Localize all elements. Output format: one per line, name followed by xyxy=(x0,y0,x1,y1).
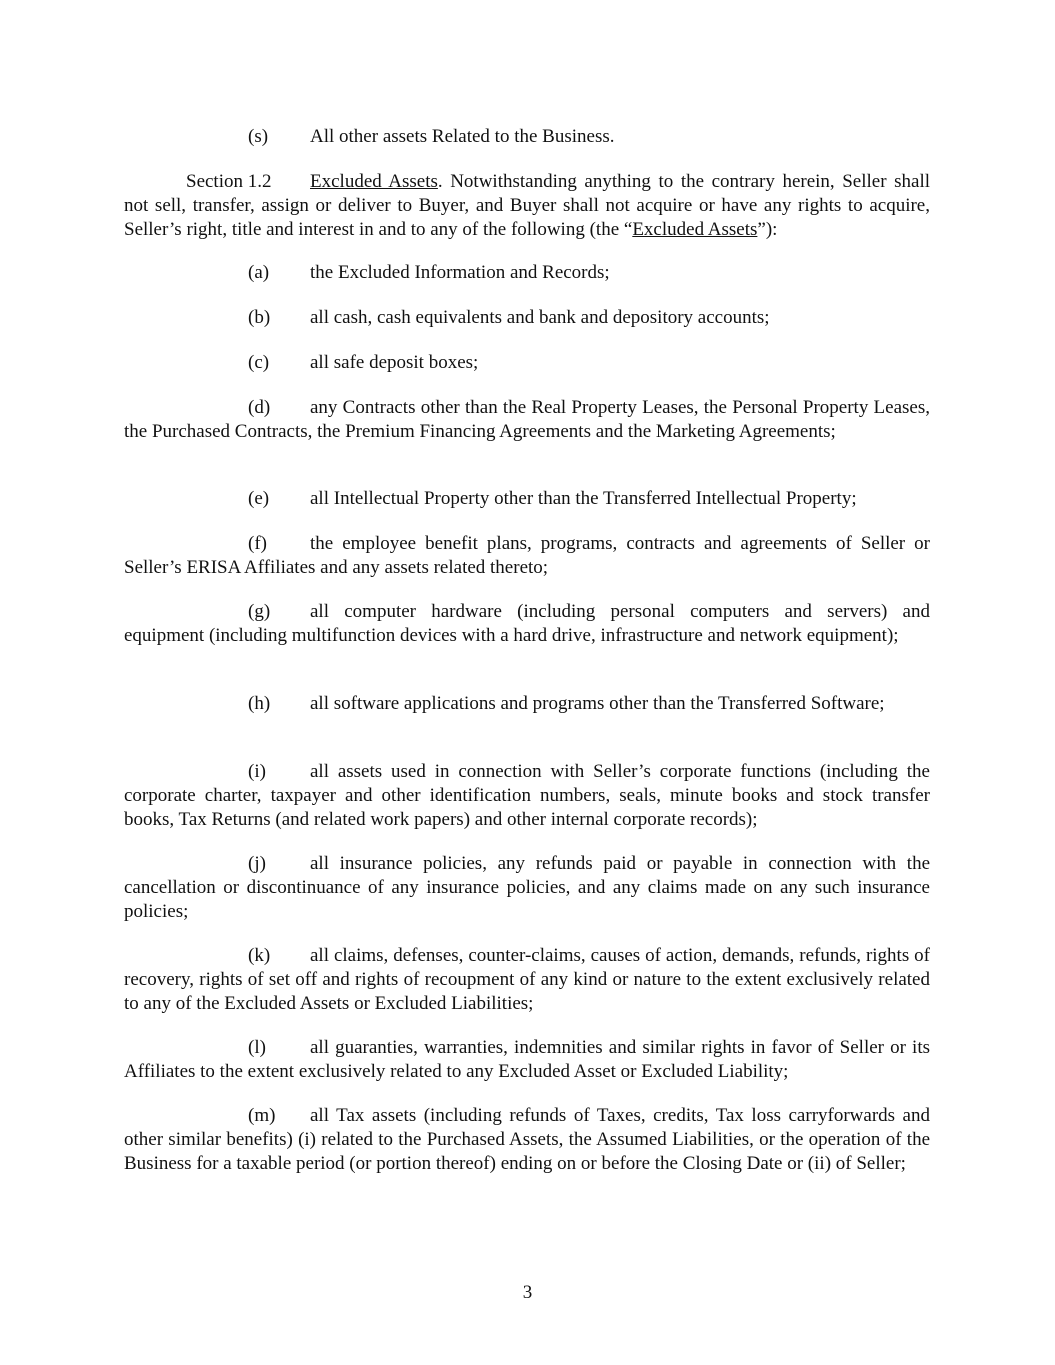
item-label: (c) xyxy=(248,352,270,373)
item-text: all computer hardware (including personal computers and servers) and equipment (including multifunction devices with a hard drive, infrastructure and network equipment); xyxy=(124,601,930,646)
item-label: (d) xyxy=(248,397,271,418)
item-s xyxy=(248,125,614,149)
item-text: all claims, defenses, counter-claims, causes of action, demands, refunds, rights of recovery, rights of set off and rights of recoupment of any kind or nature to the extent exclusively related to any of the Excluded Assets or Excluded Liabilities; xyxy=(124,945,930,1014)
item-f xyxy=(124,532,930,580)
item-text: all cash, cash equivalents and bank and depository accounts; xyxy=(310,307,770,328)
defined-term: Excluded Assets xyxy=(632,219,758,240)
item-label: (l) xyxy=(248,1037,266,1058)
item-label: (a) xyxy=(248,262,270,283)
item-d xyxy=(124,396,930,444)
item-b xyxy=(248,306,770,330)
item-a xyxy=(248,261,610,285)
item-label: (i) xyxy=(248,761,266,782)
item-c xyxy=(248,351,478,375)
item-g xyxy=(124,600,930,648)
item-text: the Excluded Information and Records; xyxy=(310,262,610,283)
item-label: (j) xyxy=(248,853,266,874)
item-label: (e) xyxy=(248,488,270,509)
item-label: (b) xyxy=(248,307,271,328)
item-text: all safe deposit boxes; xyxy=(310,352,479,373)
item-text: All other assets Related to the Business. xyxy=(310,126,615,147)
item-e xyxy=(248,487,857,511)
page-number: 3 xyxy=(522,1282,533,1303)
section-text-a: . Notwithstanding anything to the contrary herein, Seller shall not sell, transfer, assign or deliver to Buyer, and Buyer shall not acquire or have any rights to acquire, Seller’s right, title and interest in and to any of the following (the “ xyxy=(124,171,930,240)
item-label: (k) xyxy=(248,945,271,966)
section-text-b: ”): xyxy=(757,219,778,240)
item-text: all assets used in connection with Seller’s corporate functions (including the corporate charter, taxpayer and other identification numbers, seals, minute books and stock transfer books, Tax Returns (and related work papers) and other internal corporate records); xyxy=(124,761,930,830)
item-text: all insurance policies, any refunds paid or payable in connection with the cancellation or discontinuance of any insurance policies, and any claims made on any such insurance policies; xyxy=(124,853,930,922)
item-text: all guaranties, warranties, indemnities and similar rights in favor of Seller or its Affiliates to the extent exclusively related to any Excluded Asset or Excluded Liability; xyxy=(124,1037,930,1082)
item-label: (g) xyxy=(248,601,271,622)
item-text: the employee benefit plans, programs, contracts and agreements of Seller or Seller’s ERISA Affiliates and any assets related thereto; xyxy=(124,533,930,578)
item-l xyxy=(124,1036,930,1084)
item-i xyxy=(124,760,930,832)
item-label: (h) xyxy=(248,693,271,714)
item-label: (m) xyxy=(248,1105,276,1126)
item-text: all Tax assets (including refunds of Taxes, credits, Tax loss carryforwards and other similar benefits) (i) related to the Purchased Assets, the Assumed Liabilities, or the operation of the Business for a taxable period (or portion thereof) ending on or before the Closing Date or (ii) of Seller; xyxy=(124,1105,930,1174)
item-text: all Intellectual Property other than the Transferred Intellectual Property; xyxy=(310,488,857,509)
item-m xyxy=(124,1104,930,1176)
item-label: (s) xyxy=(248,126,269,147)
item-k xyxy=(124,944,930,1016)
item-text: any Contracts other than the Real Property Leases, the Personal Property Leases, the Purchased Contracts, the Premium Financing Agreements and the Marketing Agreements; xyxy=(124,397,930,442)
section-number: Section 1.2 xyxy=(186,171,272,192)
item-h xyxy=(124,692,930,716)
item-label: (f) xyxy=(248,533,267,554)
item-text: all software applications and programs other than the Transferred Software; xyxy=(310,693,885,714)
section-heading: Excluded Assets xyxy=(310,171,438,192)
item-j xyxy=(124,852,930,924)
section-1-2-paragraph xyxy=(124,170,930,242)
